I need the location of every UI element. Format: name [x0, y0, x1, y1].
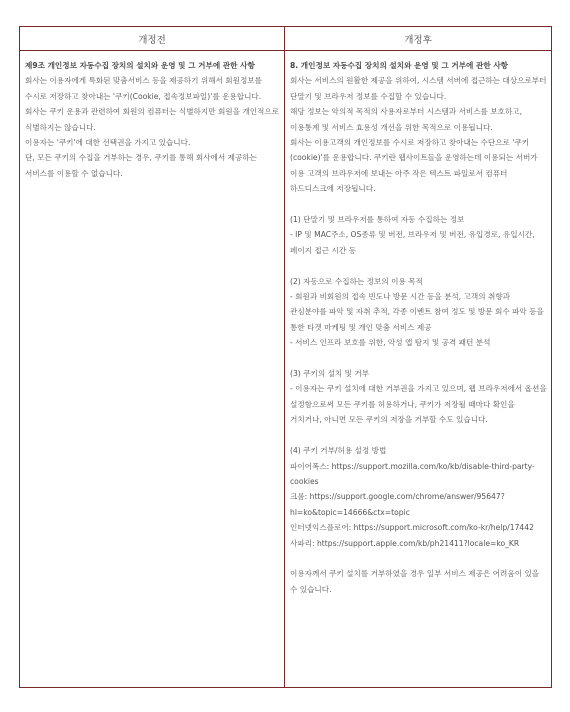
header-before: 개정전	[20, 27, 285, 50]
safari-link-text: 사파리: https://support.apple.com/kb/ph21411?locale=ko_KR	[290, 538, 520, 548]
before-cell	[20, 51, 285, 687]
section-1-item: - IP 및 MAC주소, OS종류 및 버전, 브라우저 및 버전, 유입경로, 유입시간, 페이지 접근 시간 등	[290, 230, 538, 255]
spacer	[290, 551, 547, 566]
spacer	[290, 351, 547, 366]
section-3-title: (3) 쿠키의 설치 및 거부	[290, 369, 370, 379]
after-cell	[285, 51, 551, 687]
after-paragraph-2: 해당 정보는 악의적 목적의 사용자로부터 시스템과 서비스를 보호하고, 이용통계 및 서비스 효용성 개선을 위한 목적으로 이용됩니다.	[290, 107, 525, 132]
section-2-title: (2) 자동으로 수집하는 정보의 이용 목적	[290, 276, 423, 286]
closing-note: 이용자께서 쿠키 설치를 거부하였을 경우 일부 서비스 제공은 어려움이 있을 수 있습니다.	[290, 569, 542, 594]
header-after: 개정후	[404, 34, 432, 46]
comparison-table	[19, 26, 552, 688]
section-2-item-1: - 회원과 비회원의 접속 빈도나 방문 시간 등을 분석, 고객의 취향과 관심분야를 파악 및 자취 추적, 각종 이벤트 참여 정도 및 방문 회수 파악 등을 통한 타겟 마케팅 및 개인 맞춤 서비스 제공	[290, 292, 547, 332]
section-1-title: (1) 단말기 및 브라우저를 통하여 자동 수집하는 정보	[290, 215, 465, 225]
section-3-item: - 이용자는 쿠키 설치에 대한 거부권을 가지고 있으며, 웹 브라우저에서 옵션을 설정함으로써 모든 쿠키를 허용하거나, 쿠키가 저장될 때마다 확인을 거치거나, 아니면 모든 쿠키의 저장을 거부할 수도 있습니다.	[290, 384, 550, 425]
section-4-title: (4) 쿠키 거부/허용 설정 방법	[290, 446, 387, 456]
table-header-row	[20, 27, 551, 51]
before-paragraph-1: 회사는 이용자에게 특화된 맞춤서비스 등을 제공하기 위해서 회원정보를 수시로 저장하고 찾아내는 '쿠키(Cookie, 접속정보파일)'를 운용합니다.	[25, 76, 265, 101]
chrome-link-text: 크롬: https://support.google.com/chrome/answer/95647?hl=ko&topic=14666&ctx=topic	[290, 492, 505, 517]
section-2-item-2: - 서비스 인프라 보호를 위한, 악성 앱 탐지 및 공격 패턴 분석	[290, 338, 491, 348]
firefox-link-text: 파이어폭스: https://support.mozilla.com/ko/kb/disable-third-party-cookies	[290, 461, 535, 486]
ie-link-text: 인터넷익스플로어: https://support.microsoft.com/ko-kr/help/17442	[290, 523, 534, 533]
before-paragraph-3: 이용자는 '쿠키'에 대한 선택권을 가지고 있습니다.	[25, 138, 191, 148]
spacer	[290, 258, 547, 273]
before-paragraph-4: 단, 모든 쿠키의 수집을 거부하는 경우, 쿠키를 통해 회사에서 제공하는 서비스를 이용할 수 없습니다.	[25, 153, 260, 178]
spacer	[290, 428, 547, 443]
after-title: 8. 개인정보 자동수집 장치의 설치와 운영 및 그 거부에 관한 사항	[290, 61, 508, 70]
before-title: 제9조 개인정보 자동수집 장치의 설치와 운영 및 그 거부에 관한 사항	[25, 61, 255, 70]
after-paragraph-3: 회사는 이용고객의 개인정보를 수시로 저장하고 찾아내는 수단으로 '쿠키(cookie)'를 운용합니다. 쿠키란 웹사이트들을 운영하는데 이용되는 서버가 이용 고객의 브라우저에 보내는 아주 작은 텍스트 파일로서 컴퓨터 하드디스크에 저장됩니다.	[290, 138, 541, 194]
after-paragraph-1: 회사는 서비스의 원활한 제공을 위하여, 시스템 서버에 접근하는 대상으로부터 단말기 및 브라우저 정보를 수집할 수 있습니다.	[290, 76, 549, 101]
spacer	[290, 197, 547, 212]
table-body-row	[20, 51, 551, 687]
before-paragraph-2: 회사는 쿠키 운용과 관련하여 회원의 컴퓨터는 식별하지만 회원을 개인적으로 식별하지는 않습니다.	[25, 107, 282, 132]
